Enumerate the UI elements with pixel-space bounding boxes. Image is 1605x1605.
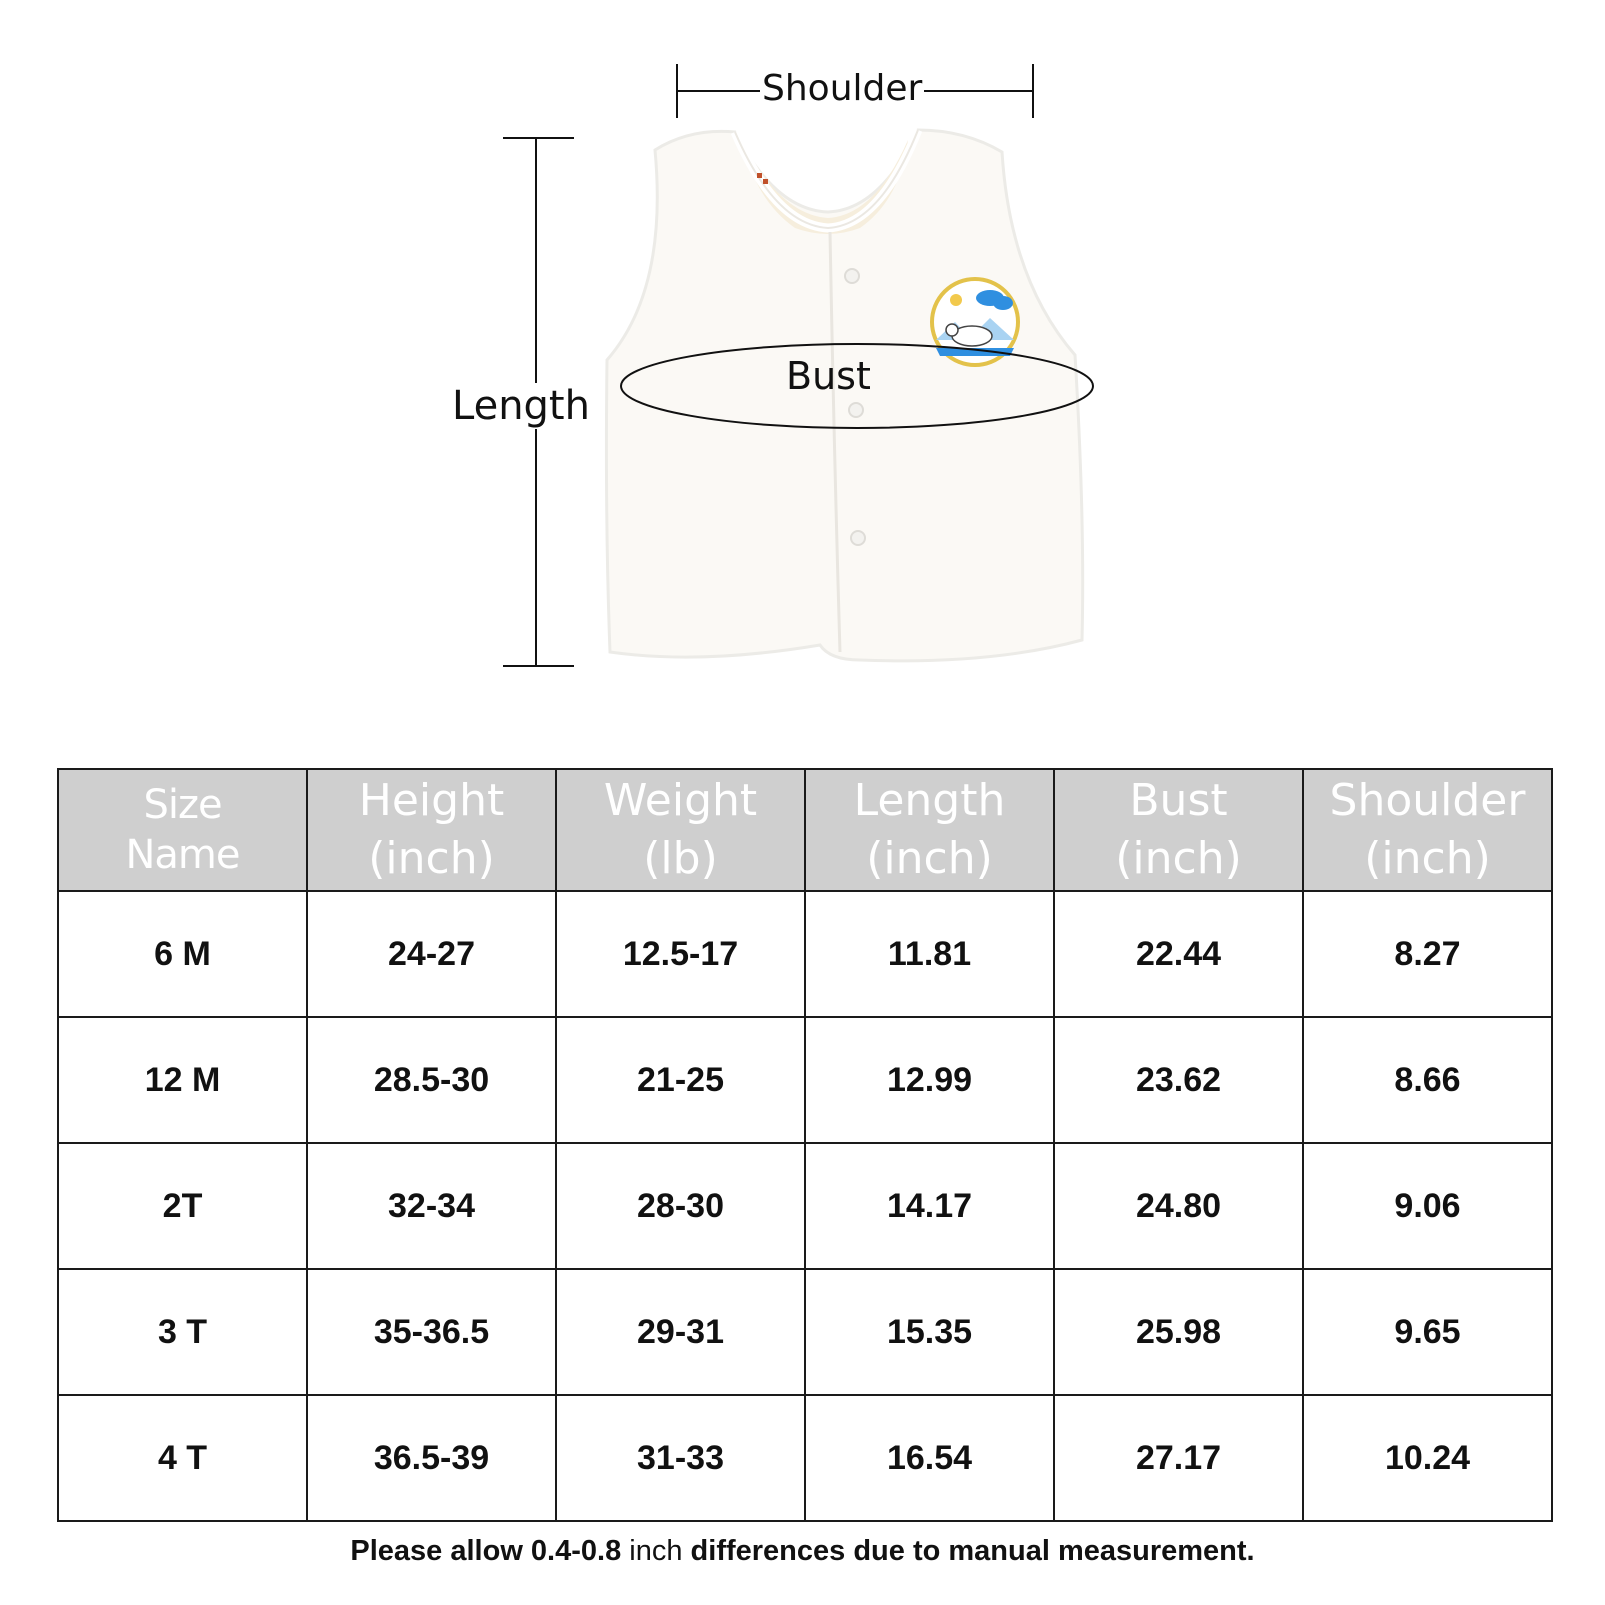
cell-length: 14.17: [805, 1143, 1054, 1269]
cell-shoulder: 10.24: [1303, 1395, 1552, 1521]
cell-shoulder: 8.66: [1303, 1017, 1552, 1143]
table-row: [58, 1269, 1552, 1395]
cell-bust: 24.80: [1054, 1143, 1303, 1269]
table-row: [58, 1395, 1552, 1521]
header-shoulder: Shoulder (inch): [1303, 769, 1552, 891]
cell-bust: 25.98: [1054, 1269, 1303, 1395]
cell-shoulder: 9.65: [1303, 1269, 1552, 1395]
header-length: Length (inch): [805, 769, 1054, 891]
cell-height: 35-36.5: [307, 1269, 556, 1395]
cell-length: 15.35: [805, 1269, 1054, 1395]
header-weight: Weight (lb): [556, 769, 805, 891]
cell-bust: 27.17: [1054, 1395, 1303, 1521]
cell-weight: 12.5-17: [556, 891, 805, 1017]
cell-length: 12.99: [805, 1017, 1054, 1143]
table-row: [58, 1017, 1552, 1143]
cell-weight: 29-31: [556, 1269, 805, 1395]
table-row: [58, 1143, 1552, 1269]
length-label: Length: [452, 383, 590, 429]
header-size-name: Size Name: [58, 769, 307, 891]
cell-size: 3 T: [58, 1269, 307, 1395]
cell-height: 28.5-30: [307, 1017, 556, 1143]
cell-length: 16.54: [805, 1395, 1054, 1521]
cell-weight: 21-25: [556, 1017, 805, 1143]
cell-size: 2T: [58, 1143, 307, 1269]
table-header-row: [58, 769, 1552, 891]
header-bust: Bust (inch): [1054, 769, 1303, 891]
size-chart-table: [57, 768, 1553, 1522]
cell-shoulder: 9.06: [1303, 1143, 1552, 1269]
cell-bust: 23.62: [1054, 1017, 1303, 1143]
measurement-diagram: [0, 0, 1605, 700]
shoulder-label: Shoulder: [762, 68, 923, 109]
cell-bust: 22.44: [1054, 891, 1303, 1017]
header-height: Height (inch): [307, 769, 556, 891]
measurement-note: Please allow 0.4-0.8 inch differences due to manual measurement.: [350, 1535, 1255, 1567]
cell-weight: 31-33: [556, 1395, 805, 1521]
bust-label: Bust: [786, 354, 871, 398]
cell-size: 12 M: [58, 1017, 307, 1143]
cell-height: 24-27: [307, 891, 556, 1017]
table-row: [58, 891, 1552, 1017]
cell-height: 36.5-39: [307, 1395, 556, 1521]
cell-shoulder: 8.27: [1303, 891, 1552, 1017]
polar-bear-badge: [932, 279, 1018, 365]
cell-height: 32-34: [307, 1143, 556, 1269]
cell-size: 6 M: [58, 891, 307, 1017]
cell-length: 11.81: [805, 891, 1054, 1017]
cell-size: 4 T: [58, 1395, 307, 1521]
cell-weight: 28-30: [556, 1143, 805, 1269]
